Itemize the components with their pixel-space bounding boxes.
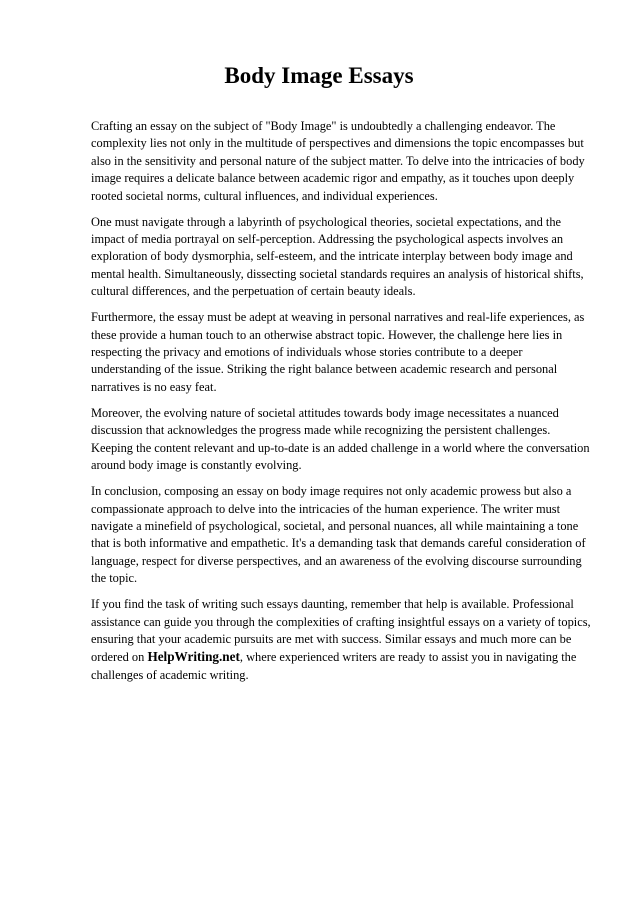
paragraph-6-lead-text: If you find the task of writing such essays daunting, remember that help is available. Professional assistance can guide you through the complexities of crafting insightful essays on a variety of topics, ensuring that your academic pursuits are met with success. Similar essays and much more can be ordered on xyxy=(91,597,591,665)
paragraph-2: One must navigate through a labyrinth of psychological theories, societal expectations, and the impact of media portrayal on self-perception. Addressing the psychological aspects involves an exploration of body dysmorphia, self-esteem, and the intricate interplay between body image and mental health. Simultaneously, dissecting societal standards requires an analysis of historical shifts, cultural differences, and the perpetuation of certain beauty ideals. xyxy=(91,214,584,299)
essay-body xyxy=(91,118,593,693)
paragraph-3: Furthermore, the essay must be adept at weaving in personal narratives and real-life experiences, as these provide a human touch to an otherwise abstract topic. However, the challenge here lies in respecting the privacy and emotions of individuals whose stories contribute to a deeper understanding of the issue. Striking the right balance between academic research and personal narratives is no easy feat. xyxy=(91,310,585,394)
paragraph-4: Moreover, the evolving nature of societal attitudes towards body image necessitates a nuanced discussion that acknowledges the progress made while recognizing the persistent challenges. Keeping the content relevant and up-to-date is an added challenge in a world where the conversation around body image is constantly evolving. xyxy=(91,405,590,473)
page-title: Body Image Essays xyxy=(224,63,414,88)
helpwriting-link[interactable]: HelpWriting.net xyxy=(147,649,240,665)
paragraph-5: In conclusion, composing an essay on body image requires not only academic prowess but also a compassionate approach to delve into the intricacies of the human experience. The writer must navigate a minefield of psychological, societal, and personal nuances, all while maintaining a tone that is both informative and empathetic. It's a demanding task that demands careful consideration of language, respect for diverse perspectives, and an awareness of the evolving discourse surrounding the topic. xyxy=(91,484,586,586)
paragraph-6 xyxy=(91,596,593,684)
paragraph-6-trailing-text: , where experienced writers are ready to assist you in navigating the challenges of academic writing. xyxy=(91,650,577,682)
paragraph-1: Crafting an essay on the subject of "Body Image" is undoubtedly a challenging endeavor. The complexity lies not only in the multitude of perspectives and dimensions the topic encompasses but also in the sensitivity and personal nature of the subject matter. To delve into the intricacies of body image requires a delicate balance between academic rigor and empathy, as it touches upon deeply rooted societal norms, cultural influences, and individual experiences. xyxy=(91,119,585,203)
